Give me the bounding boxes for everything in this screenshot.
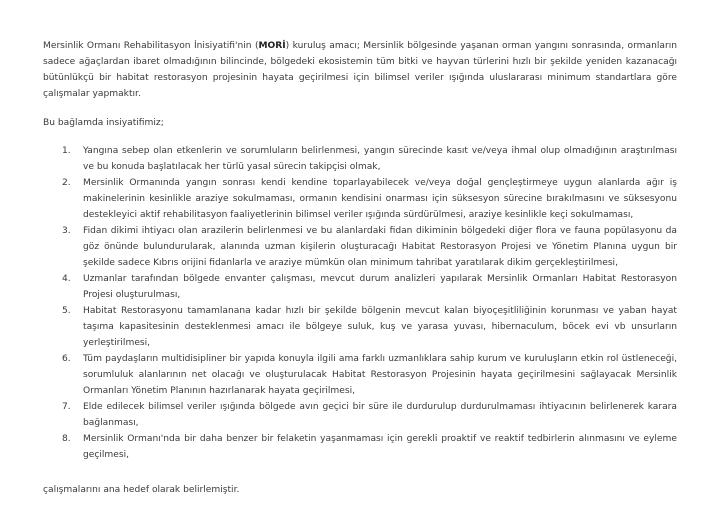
list-item-number: 4. (62, 274, 71, 284)
list-item-number: 2. (62, 178, 71, 188)
list-item-text: Tüm paydaşların multidisipliner bir yapıda konuyla ilgili ama farklı uzmanlıklara sahip kurum ve kuruluşların etkin rol üstleneceği, sorumluluk alanlarının net olacağı ve oluşturulacak Habitat Restorasyon Projesinin hayata geçirilmesini sağlayacak Mersinlik Ormanları Yönetim Planının hazırlanarak hayata geçirilmesi, (83, 354, 677, 396)
list-item (43, 431, 677, 463)
list-item-text: Habitat Restorasyonu tamamlanana kadar hızlı bir şekilde bölgenin mevcut kalan biyoçeşitliliğinin korunması ve yaban hayat taşıma kapasitesinin desteklenmesi amacı ile bölgeye suluk, kuş ve yarasa yuvası, hibernaculum, böcek evi vb unsurların yerleştirilmesi, (83, 306, 677, 348)
intro-paragraph (43, 38, 677, 102)
objectives-list (43, 143, 677, 463)
list-item-number: 5. (62, 306, 71, 316)
list-item (43, 143, 677, 175)
closing-sentence: çalışmalarını ana hedef olarak belirlemiştir. (43, 485, 240, 495)
list-item-text: Mersinlik Ormanı'nda bir daha benzer bir felaketin yaşanmaması için gerekli proaktif ve reaktif tedbirlerin alınmasını ve eyleme geçilmesi, (83, 434, 677, 460)
list-item (43, 223, 677, 271)
list-item-text: Fidan dikimi ihtiyacı olan arazilerin belirlenmesi ve bu alanlardaki fidan dikiminin bölgedeki diğer flora ve fauna popülasyonu da göz önünde bulundurularak, alanında uzman kişilerin oluşturacağı Habitat Restorasyon Projesi ve Yönetim Planına uygun bir şekilde sadece Kıbrıs orijini fidanlarla ve araziye mümkün olan minimum tahribat yaratılarak dikim gerçekleştirilmesi, (83, 226, 677, 268)
list-item (43, 351, 677, 399)
list-item (43, 399, 677, 431)
list-item-text: Yangına sebep olan etkenlerin ve sorumluların belirlenmesi, yangın sürecinde kasıt ve/veya ihmal olup olmadığının araştırılması ve bu konuda başlatılacak her türlü yasal sürecin takipçisi olmak, (83, 146, 677, 172)
list-item-number: 7. (62, 402, 71, 412)
list-item-text: Mersinlik Ormanında yangın sonrası kendi kendine toparlayabilecek ve/veya doğal gençleştirmeye uygun alanlarda ağır iş makinelerinin kesinlikle araziye sokulmaması, ormanın kendisini onarması için süksesyon sürecine bırakılmasını ve süksesyonu destekleyici aktif rehabilitasyon faaliyetlerinin bilimsel veriler ışığında sürdürülmesi, araziye kesinlikle keçi sokulmaması, (83, 178, 677, 220)
list-item-number: 1. (62, 146, 71, 156)
intro-acronym: MORİ (258, 41, 286, 51)
intro-text-start: Mersinlik Ormanı Rehabilitasyon İnisiyatifi'nin ( (43, 41, 259, 51)
list-item-number: 6. (62, 354, 71, 364)
list-item-number: 3. (62, 226, 71, 236)
list-item-number: 8. (62, 434, 71, 444)
list-item-text: Elde edilecek bilimsel veriler ışığında bölgede avın geçici bir süre ile durdurulup durdurulmaması ihtiyacının belirlenerek karara bağlanması, (83, 402, 677, 428)
list-item-text: Uzmanlar tarafından bölgede envanter çalışması, mevcut durum analizleri yapılarak Mersinlik Ormanları Habitat Restorasyon Projesi oluşturulması, (83, 274, 677, 300)
list-item (43, 175, 677, 223)
list-item (43, 271, 677, 303)
lead-sentence: Bu bağlamda insiyatifimiz; (43, 118, 164, 128)
intro-text-end: ) kuruluş amacı; Mersinlik bölgesinde yaşanan orman yangını sonrasında, ormanların sadece ağaçlardan ibaret olmadığının bilincinde, bölgedeki ekosistemin tüm bitki ve hayvan türlerini hızlı bir şekilde yeniden kazanacağı bütünlükçü bir habitat restorasyon projesinin hayata geçirilmesi için bilimsel veriler ışığında uluslararası minimum standartlara göre çalışmalar yapmaktır. (43, 41, 678, 99)
list-item (43, 303, 677, 351)
